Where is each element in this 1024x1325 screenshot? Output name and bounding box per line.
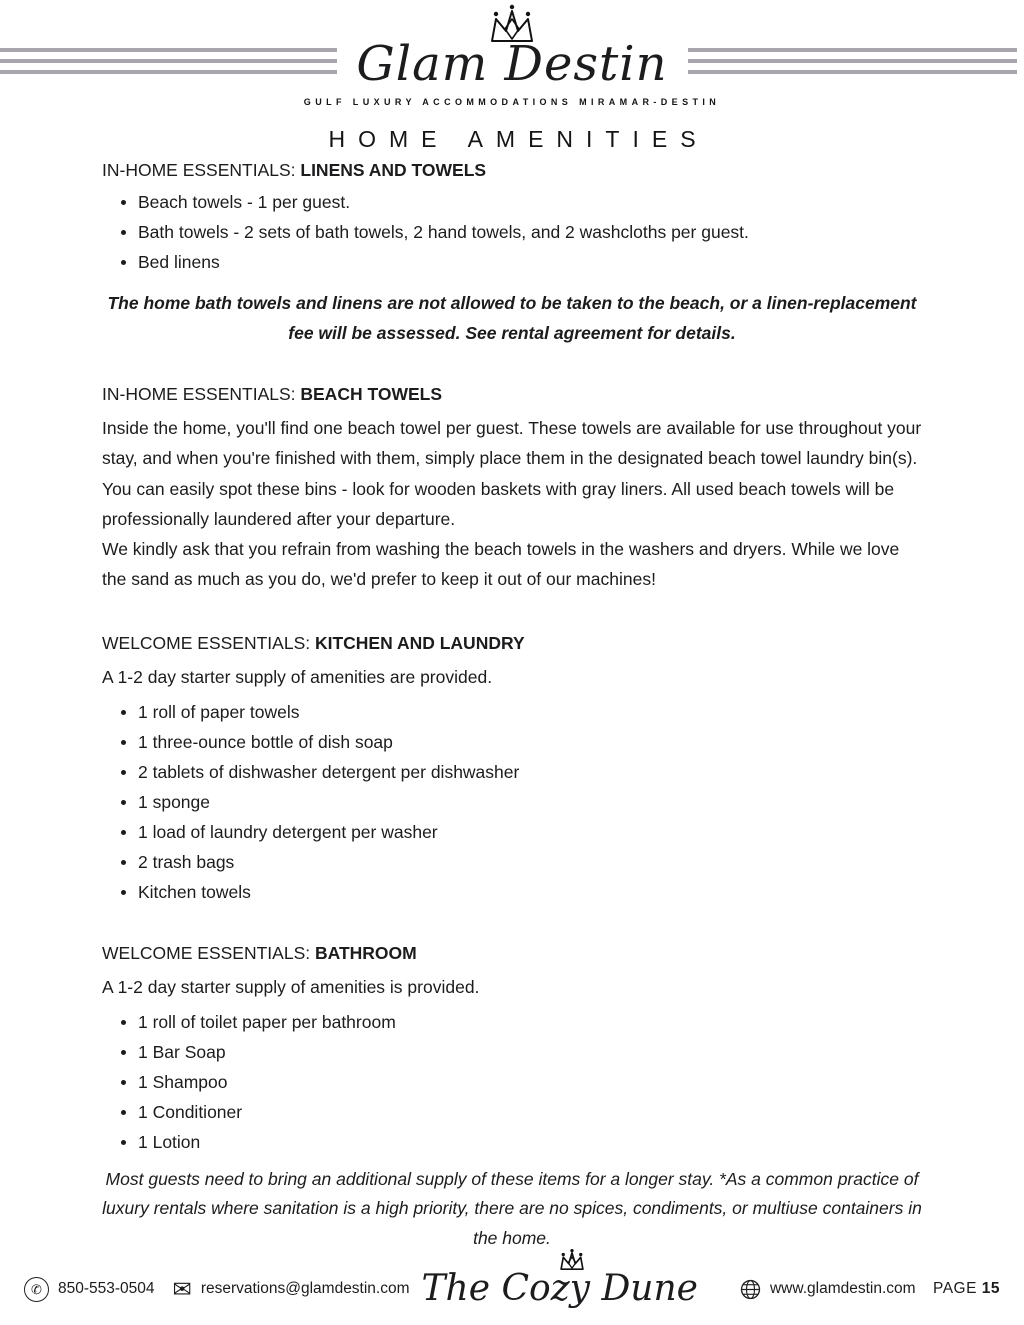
footer-phone [24, 1277, 155, 1302]
linens-bullet-list [102, 187, 922, 277]
list-item: Bath towels - 2 sets of bath towels, 2 hand towels, and 2 washcloths per guest. [102, 217, 922, 247]
section-heading-linens [102, 158, 922, 182]
heading-bold: KITCHEN AND LAUNDRY [314, 632, 525, 653]
bathroom-bullet-list [102, 1007, 922, 1157]
page-number-value: 15 [981, 1280, 1000, 1297]
list-item: 1 Lotion [102, 1127, 922, 1157]
phone-icon: ✆ [24, 1277, 49, 1302]
heading-prefix: IN-HOME ESSENTIALS: [102, 384, 301, 404]
crown-icon-small [556, 1249, 588, 1273]
heading-prefix: WELCOME ESSENTIALS: [102, 632, 315, 653]
list-item: 1 Bar Soap [102, 1037, 922, 1067]
kitchen-intro: A 1-2 day starter supply of amenities are provided. [102, 666, 493, 687]
list-item: 1 roll of paper towels [102, 697, 922, 727]
brand-tagline: GULF LUXURY ACCOMMODATIONS MIRAMAR-DESTIN [303, 96, 721, 107]
script-logo-text: The Cozy Dune [421, 1268, 698, 1309]
phone-number: 850-553-0504 [58, 1280, 155, 1297]
page-footer [0, 1258, 1024, 1320]
cozy-dune-script-logo [421, 1268, 698, 1309]
linens-policy-note: The home bath towels and linens are not allowed to be taken to the beach, or a linen-replacement fee will be assessed. See rental agreement for details. [107, 293, 917, 343]
website-url: www.glamdestin.com [769, 1280, 916, 1297]
list-item: Beach towels - 1 per guest. [102, 187, 922, 217]
section-heading-kitchen-laundry [102, 631, 922, 655]
list-item: 1 roll of toilet paper per bathroom [102, 1007, 922, 1037]
page-number [933, 1280, 1000, 1298]
heading-bold: LINENS AND TOWELS [300, 160, 487, 180]
list-item: Kitchen towels [102, 877, 922, 907]
envelope-icon: ✉ [172, 1275, 192, 1302]
list-item: Bed linens [102, 247, 922, 277]
list-item: 1 Shampoo [102, 1067, 922, 1097]
list-item: 1 load of laundry detergent per washer [102, 817, 922, 847]
heading-bold: BATHROOM [314, 942, 417, 963]
list-item: 2 tablets of dishwasher detergent per dishwasher [102, 757, 922, 787]
logo-text: Glam Destin [356, 36, 668, 92]
list-item: 1 Conditioner [102, 1097, 922, 1127]
kitchen-bullet-list [102, 697, 922, 907]
list-item: 2 trash bags [102, 847, 922, 877]
page-title: HOME AMENITIES [328, 126, 709, 152]
brand-logo [0, 4, 1024, 107]
list-item: 1 three-ounce bottle of dish soap [102, 727, 922, 757]
footer-website [740, 1279, 916, 1300]
page-label: PAGE [933, 1280, 982, 1297]
globe-icon [740, 1279, 761, 1300]
document-content [102, 158, 922, 1253]
bathroom-intro: A 1-2 day starter supply of amenities is provided. [102, 976, 480, 997]
heading-prefix: WELCOME ESSENTIALS: [102, 942, 315, 963]
heading-bold: BEACH TOWELS [300, 384, 442, 404]
footer-email [172, 1275, 410, 1302]
section-heading-beach-towels [102, 382, 922, 406]
beach-towels-paragraph: We kindly ask that you refrain from washing the beach towels in the washers and dryers. While we love the sand as much as you do, we'd prefer to keep it out of our machines! [102, 539, 900, 590]
list-item: 1 sponge [102, 787, 922, 817]
bathroom-supply-note: Most guests need to bring an additional supply of these items for a longer stay. *As a common practice of luxury rentals where sanitation is a high priority, there are no spices, condiments, or multiuse containers in the home. [102, 1168, 922, 1248]
section-heading-bathroom [102, 941, 922, 965]
beach-towels-paragraph: Inside the home, you'll find one beach towel per guest. These towels are available for use throughout your stay, and when you're finished with them, simply place them in the designated beach towel laundry bin(s). You can easily spot these bins - look for wooden baskets with gray liners. All used beach towels will be professionally laundered after your departure. [102, 418, 922, 529]
email-address: reservations@glamdestin.com [200, 1280, 410, 1297]
heading-prefix: IN-HOME ESSENTIALS: [102, 160, 301, 180]
